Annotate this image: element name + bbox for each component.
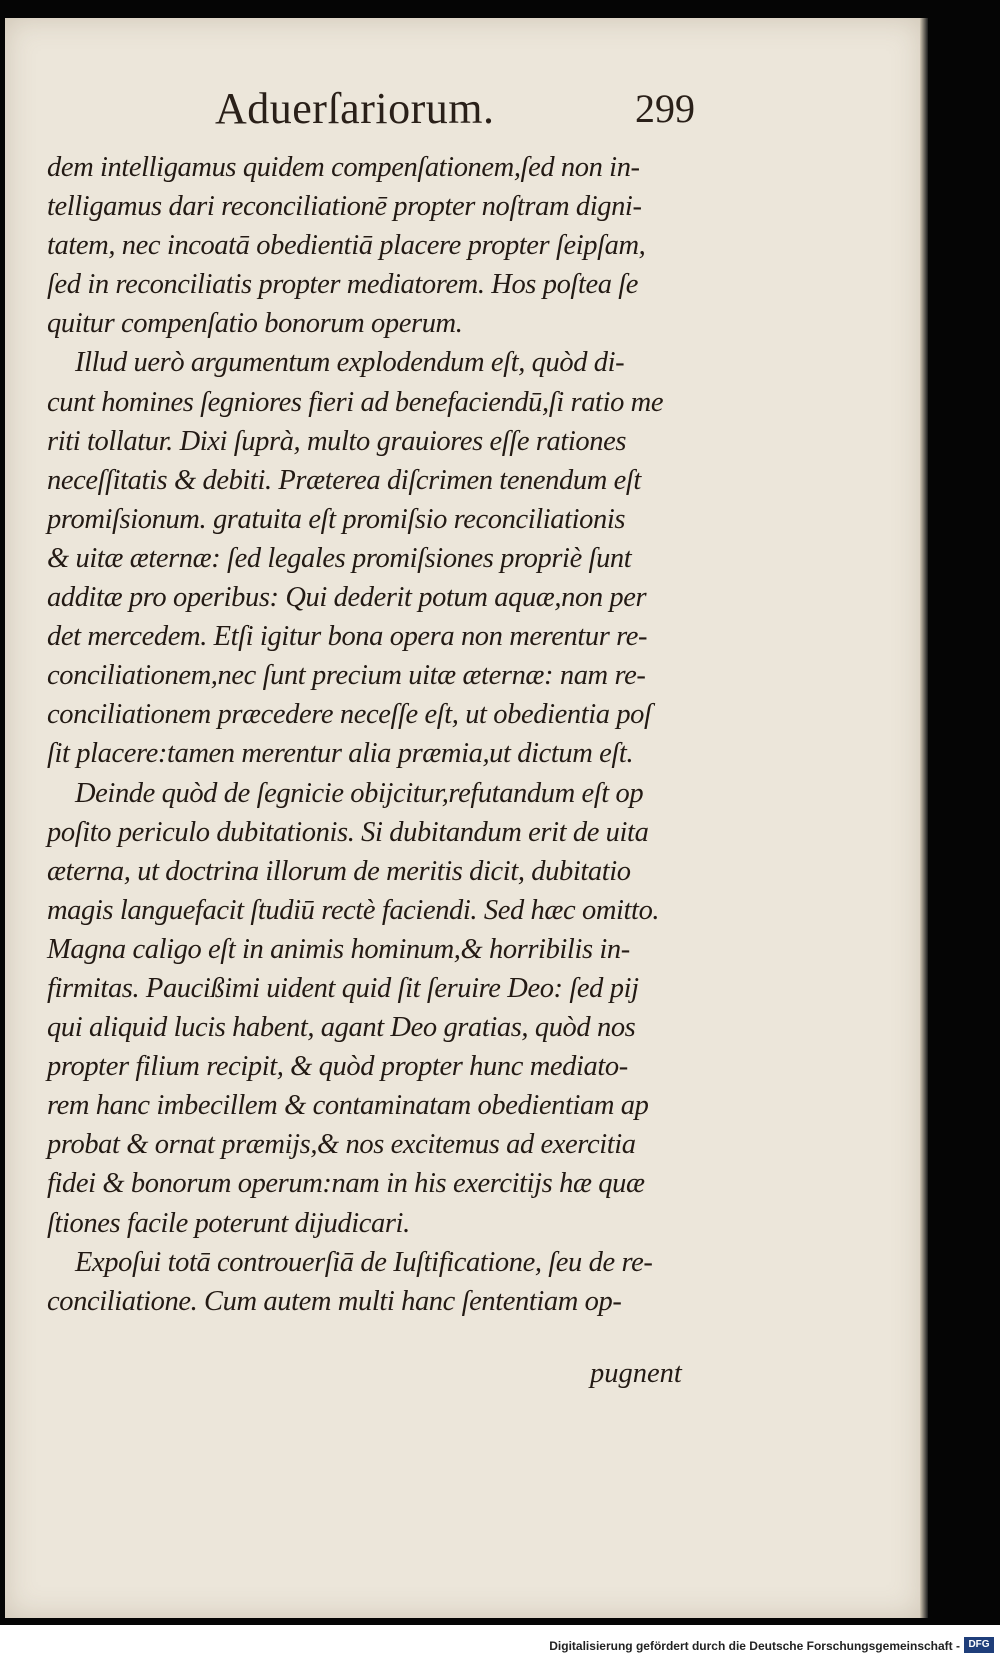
text-line: cunt homines ſegniores fieri ad benefaciendū,ſi ratio me: [47, 386, 664, 418]
text-line: telligamus dari reconciliationē propter noſtram digni-: [47, 191, 642, 223]
text-line: conciliationem præcedere neceſſe eſt, ut obedientia poſ: [47, 699, 652, 731]
text-line: conciliationem,nec ſunt precium uitæ æternæ: nam re-: [47, 660, 646, 692]
text-line: quitur compenſatio bonorum operum.: [47, 308, 463, 340]
text-line: dem intelligamus quidem compenſationem,ſed non in-: [47, 152, 640, 183]
text-line: æterna, ut doctrina illorum de meritis dicit, dubitatio: [47, 855, 631, 887]
text-line: rem hanc imbecillem & contaminatam obedientiam ap: [47, 1090, 649, 1122]
text-line: ſit placere:tamen merentur alia præmia,ut dictum eſt.: [47, 738, 634, 770]
text-line: conciliatione. Cum autem multi hanc ſententiam op-: [47, 1285, 622, 1317]
body-text: [47, 148, 687, 1321]
text-line: Deinde quòd de ſegnicie obijcitur,refutandum eſt op: [75, 777, 644, 809]
text-line: probat & ornat præmijs,& nos excitemus ad exercitia: [47, 1129, 636, 1161]
text-line: magis languefacit ſtudiū rectè faciendi. Sed hæc omitto.: [47, 894, 660, 926]
text-line: neceſſitatis & debiti. Præterea diſcrimen tenendum eſt: [47, 464, 641, 496]
text-line: qui aliquid lucis habent, agant Deo gratias, quòd nos: [47, 1012, 636, 1044]
text-line: Expoſui totā controuerſiā de Iuſtificatione, ſeu de re-: [75, 1246, 653, 1278]
page-number: 299: [635, 86, 695, 131]
text-line: ſed in reconciliatis propter mediatorem. Hos poſtea ſe: [47, 269, 639, 301]
text-line: tatem, nec incoatā obedientiā placere propter ſeipſam,: [47, 230, 646, 262]
text-line: poſito periculo dubitationis. Si dubitandum erit de uita: [47, 816, 649, 848]
page-edge: [920, 18, 928, 1618]
text-line: ſtiones facile poterunt dijudicari.: [47, 1207, 410, 1239]
text-line: firmitas. Paucißimi uident quid ſit ſeruire Deo: ſed pij: [47, 972, 639, 1004]
dfg-logo: DFG: [964, 1637, 994, 1653]
text-line: promiſsionum. gratuita eſt promiſsio reconciliationis: [47, 503, 626, 535]
text-line: additæ pro operibus: Qui dederit potum aquæ,non per: [47, 582, 647, 614]
running-head: [215, 83, 695, 143]
text-line: Magna caligo eſt in animis hominum,& horribilis in-: [47, 933, 630, 965]
footer-bar: [0, 1625, 1000, 1660]
text-line: Illud uerò argumentum explodendum eſt, quòd di-: [75, 347, 625, 379]
text-line: riti tollatur. Dixi ſuprà, multo grauiores eſſe rationes: [47, 425, 627, 457]
catchword: pugnent: [590, 1358, 682, 1389]
running-title: Aduerſariorum.: [215, 84, 495, 133]
text-line: propter filium recipit, & quòd propter hunc mediato-: [47, 1051, 628, 1083]
footer-credit: Digitalisierung gefördert durch die Deutsche Forschungsgemeinschaft -: [549, 1639, 960, 1653]
text-line: det mercedem. Etſi igitur bona opera non merentur re-: [47, 621, 648, 653]
book-page: [5, 18, 922, 1618]
text-line: & uitæ æternæ: ſed legales promiſsiones propriè ſunt: [47, 542, 632, 574]
text-line: fidei & bonorum operum:nam in his exercitijs hæ quæ: [47, 1168, 645, 1200]
